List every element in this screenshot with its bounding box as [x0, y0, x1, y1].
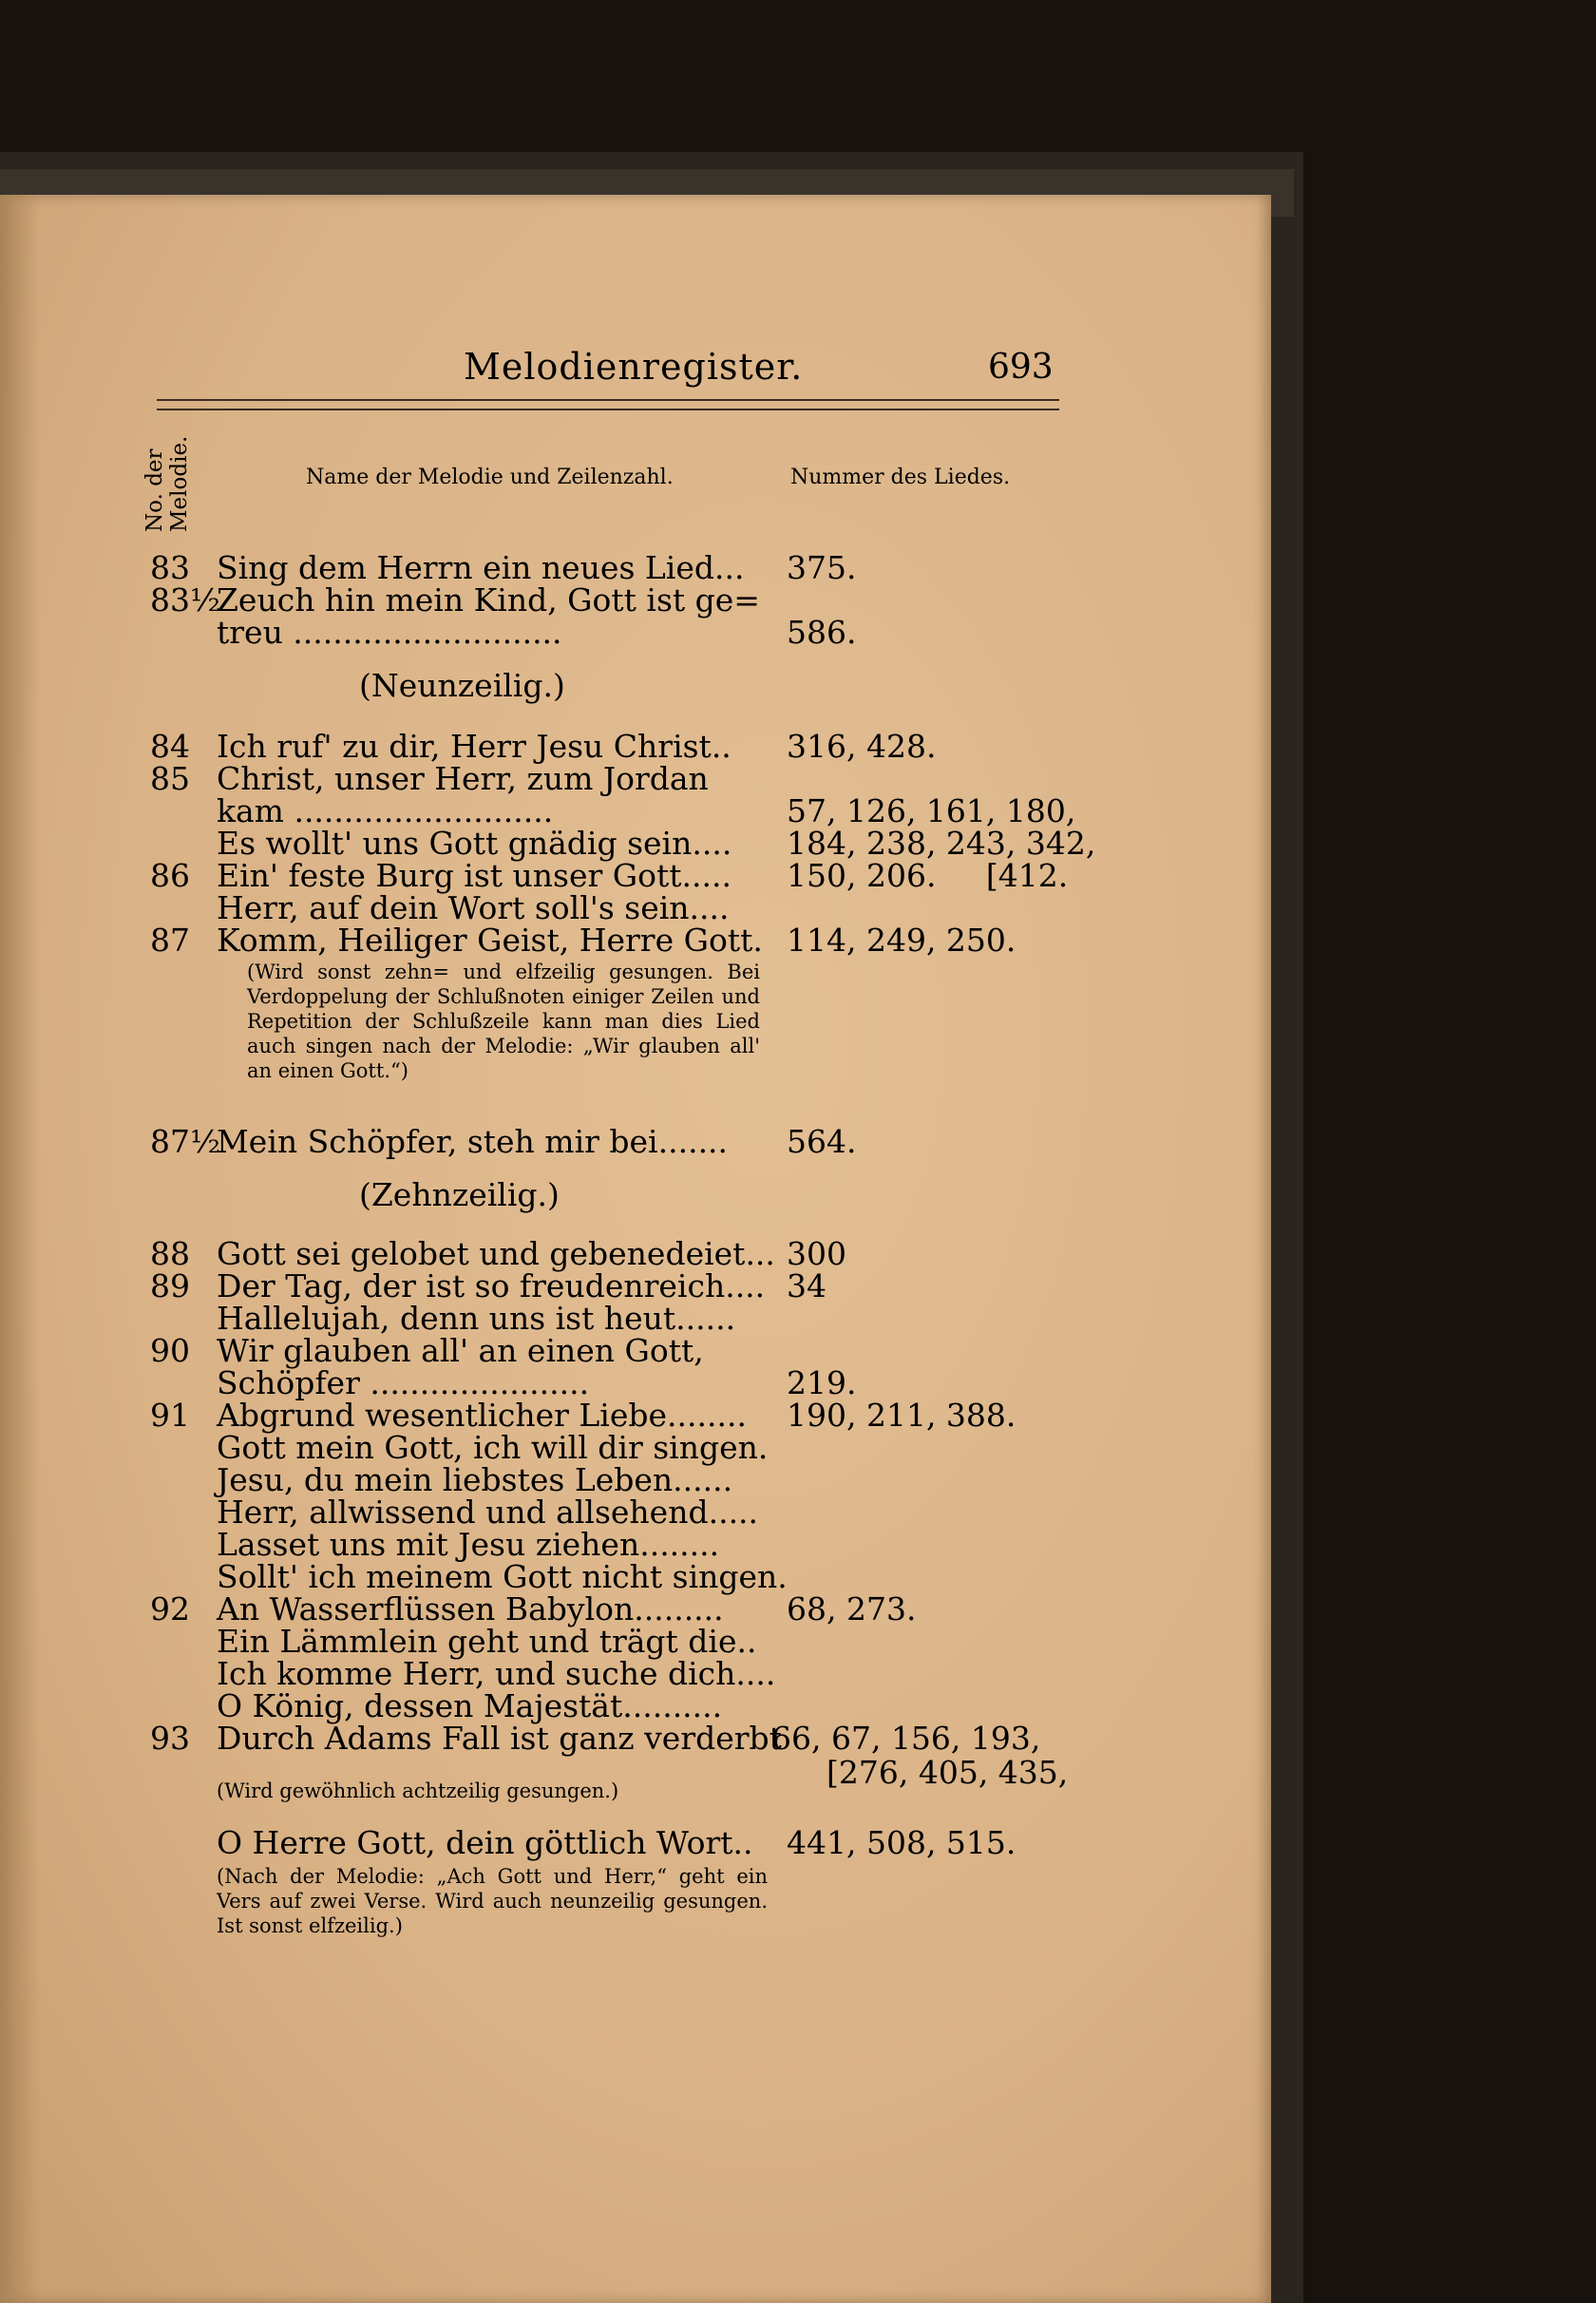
melody-name: O Herre Gott, dein göttlich Wort.. — [217, 1824, 753, 1861]
melody-name: Zeuch hin mein Kind, Gott ist ge= — [217, 581, 760, 619]
melody-name: Gott mein Gott, ich will dir singen. — [217, 1429, 769, 1466]
table-row — [0, 1397, 1271, 1434]
header-rule — [157, 399, 1059, 401]
table-row — [0, 581, 1271, 619]
melody-name: Hallelujah, denn uns ist heut...... — [217, 1300, 736, 1337]
song-numbers: 68, 273. — [787, 1590, 917, 1627]
table-row — [0, 1655, 1271, 1692]
song-numbers: 57, 126, 161, 180, — [787, 792, 1076, 829]
song-numbers: 34 — [787, 1267, 826, 1304]
melody-name: O König, dessen Majestät.......... — [217, 1687, 723, 1724]
melody-name: Lasset uns mit Jesu ziehen........ — [217, 1526, 720, 1563]
table-row — [0, 1300, 1271, 1337]
table-row — [0, 1526, 1271, 1563]
melody-number: 83½ — [150, 581, 220, 619]
melody-number: 85 — [150, 760, 190, 797]
melody-number: 86 — [150, 857, 190, 894]
melody-number: 90 — [150, 1332, 190, 1369]
melody-number: 93 — [150, 1720, 190, 1757]
table-row — [0, 760, 1271, 797]
table-row — [0, 857, 1271, 894]
melody-number: 83 — [150, 549, 190, 586]
melody-number: 84 — [150, 728, 190, 765]
song-numbers: 150, 206. [412. — [787, 857, 1069, 894]
column-header-number: No. der Melodie. — [142, 435, 192, 532]
table-row — [0, 1332, 1271, 1369]
melody-name: Ich ruf' zu dir, Herr Jesu Christ.. — [217, 728, 732, 765]
page-title: Melodienregister. — [464, 346, 804, 388]
table-row — [0, 1123, 1271, 1160]
melody-name: Abgrund wesentlicher Liebe........ — [217, 1397, 747, 1434]
melody-name: Wir glauben all' an einen Gott, — [217, 1332, 704, 1369]
melody-name: Der Tag, der ist so freudenreich.... — [217, 1267, 766, 1304]
melody-number: 89 — [150, 1267, 190, 1304]
melody-name: Ein Lämmlein geht und trägt die.. — [217, 1623, 757, 1660]
melody-name: Jesu, du mein liebstes Leben...... — [217, 1461, 733, 1498]
table-row — [0, 1364, 1271, 1399]
melody-name: Herr, auf dein Wort soll's sein.... — [217, 889, 730, 926]
melody-name: An Wasserflüssen Babylon......... — [217, 1590, 724, 1627]
song-numbers: 219. — [787, 1364, 857, 1401]
header-rule-double — [157, 409, 1059, 410]
song-numbers: 564. — [787, 1123, 857, 1160]
melody-number: 87½ — [150, 1123, 220, 1160]
melody-name: Durch Adams Fall ist ganz verderbt — [217, 1720, 782, 1757]
table-row — [0, 549, 1271, 586]
song-numbers: 375. — [787, 549, 857, 586]
table-row — [0, 614, 1271, 651]
melody-name: Gott sei gelobet und gebenedeiet... — [217, 1235, 775, 1272]
melody-name: Es wollt' uns Gott gnädig sein.... — [217, 825, 732, 862]
song-numbers: [276, 405, 435, — [826, 1754, 1069, 1791]
song-numbers: 66, 67, 156, 193, — [771, 1720, 1041, 1757]
melody-name: Ich komme Herr, und suche dich.... — [217, 1655, 776, 1692]
table-row — [0, 1687, 1271, 1722]
melody-name: treu ........................... — [217, 614, 562, 651]
table-row — [0, 889, 1271, 926]
table-row — [0, 1235, 1271, 1272]
table-row — [0, 1590, 1271, 1625]
song-numbers: 300 — [787, 1235, 846, 1272]
footnote: (Nach der Melodie: „Ach Gott und Herr,“ geht ein Vers auf zwei Verse. Wird auch neunzeilig gesungen. Ist sonst elfzeilig.) — [217, 1865, 768, 1937]
column-header-name: Name der Melodie und Zeilenzahl. — [306, 466, 674, 489]
melody-number: 92 — [150, 1590, 190, 1627]
melody-name: Herr, allwissend und allsehend..... — [217, 1494, 759, 1531]
song-numbers: 184, 238, 243, 342, — [787, 825, 1096, 862]
table-row — [0, 1267, 1271, 1302]
melody-name: Schöpfer ...................... — [217, 1364, 590, 1401]
song-numbers: 190, 211, 388. — [787, 1397, 1016, 1434]
table-row — [0, 1494, 1271, 1531]
table-row — [0, 825, 1271, 862]
melody-name: Sing dem Herrn ein neues Lied... — [217, 549, 745, 586]
melody-number: 91 — [150, 1397, 190, 1434]
song-numbers: 441, 508, 515. — [787, 1824, 1016, 1861]
section-heading: (Neunzeilig.) — [359, 667, 565, 704]
melody-name: Ein' feste Burg ist unser Gott..... — [217, 857, 732, 894]
melody-name: Komm, Heiliger Geist, Herre Gott. — [217, 922, 763, 959]
section-heading: (Zehnzeilig.) — [359, 1176, 560, 1213]
table-row — [0, 1623, 1271, 1660]
song-numbers: 586. — [787, 614, 857, 651]
table-row — [0, 1429, 1271, 1466]
footnote: (Wird gewöhnlich achtzeilig gesungen.) — [217, 1780, 619, 1802]
melody-name: kam .......................... — [217, 792, 554, 829]
page-number: 693 — [988, 348, 1054, 387]
table-row — [0, 1720, 1271, 1757]
table-row — [0, 922, 1271, 959]
melody-number: 87 — [150, 922, 190, 959]
table-row — [0, 1558, 1271, 1595]
column-header-song-numbers: Nummer des Liedes. — [790, 466, 1011, 489]
table-row — [0, 1824, 1271, 1861]
song-numbers: 316, 428. — [787, 728, 937, 765]
song-numbers: 114, 249, 250. — [787, 922, 1016, 959]
table-row — [0, 792, 1271, 827]
melody-name: Mein Schöpfer, steh mir bei....... — [217, 1123, 729, 1160]
melody-name: Christ, unser Herr, zum Jordan — [217, 760, 709, 797]
table-row — [0, 728, 1271, 765]
melody-number: 88 — [150, 1235, 190, 1272]
footnote: (Wird sonst zehn= und elfzeilig gesungen. Bei Verdoppelung der Schlußnoten einiger Zeilen und Repetition der Schlußzeile kann man dies Lied auch singen nach der Melodie: „Wir glauben all' an einen Gott.“) — [247, 961, 760, 1082]
table-row — [0, 1461, 1271, 1498]
page-header — [0, 333, 1271, 390]
melody-name: Sollt' ich meinem Gott nicht singen. — [217, 1558, 788, 1595]
